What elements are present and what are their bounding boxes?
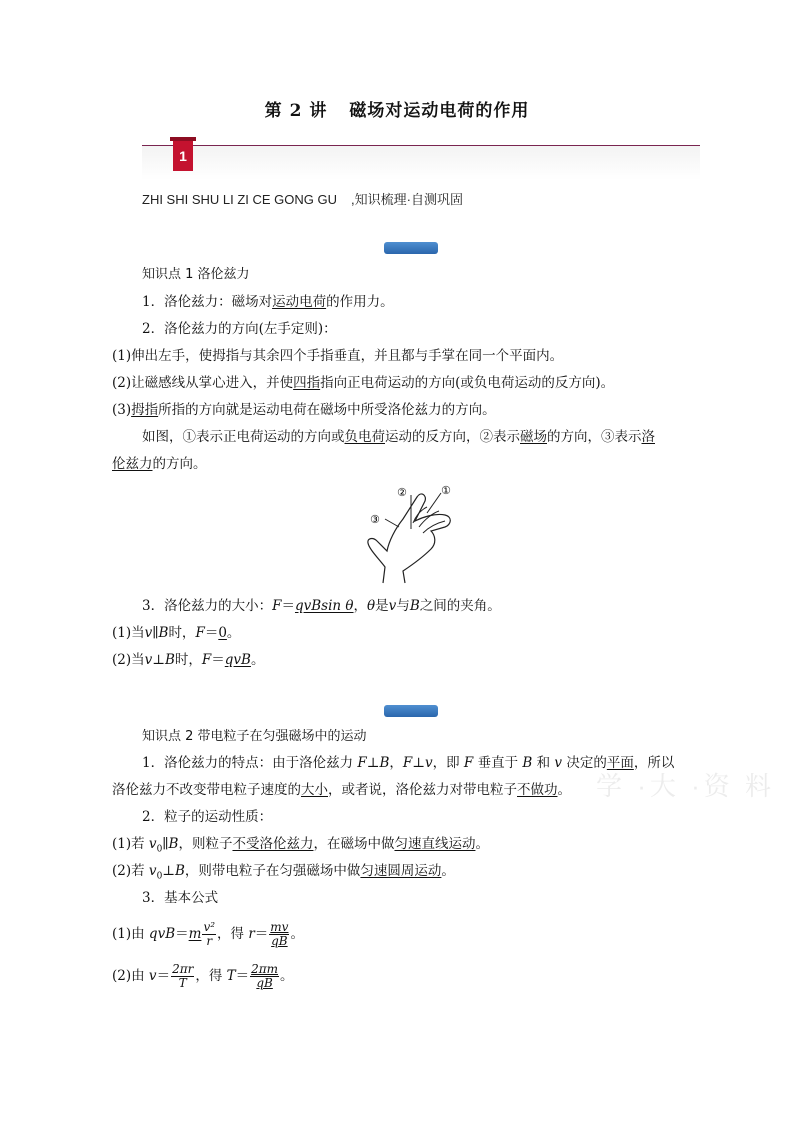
kp1-line-8: 3．洛伦兹力的大小：F＝qvBsin θ，θ是v与B之间的夹角。 (142, 598, 501, 614)
kp2-line-6: 3．基本公式 (142, 890, 219, 906)
fraction-2pim-over-qb: $\frac{2\pi m}{qB}$ (251, 962, 279, 990)
formula-period: (2)由 v＝ $\frac{2\pi r}{T}$ ，得 T＝ $\frac{2\pi m}{qB}$ 。 (112, 962, 294, 990)
fraction-v2-over-r: $\frac{\text{v²}}{r}$ (203, 920, 216, 948)
kp2-line-5: (2)若 $v_0\perp B$，则带电粒子在匀强磁场中做匀速圆周运动。 (112, 863, 455, 882)
kp1-line-2: 2．洛伦兹力的方向(左手定则)： (142, 321, 337, 337)
page-title (0, 96, 794, 121)
kp1-line-3: (1)伸出左手，使拇指与其余四个手指垂直，并且都与手掌在同一个平面内。 (112, 348, 564, 364)
section-banner-rule (142, 145, 700, 146)
force-pointer-line (385, 519, 399, 527)
kp1-heading: 知识点 1 洛伦兹力 (142, 267, 250, 282)
kp1-line-9: (1)当v∥B时，F＝0。 (112, 625, 241, 641)
kp2-line-1: 1．洛伦兹力的特点：由于洛伦兹力 F⊥B，F⊥v，即 F 垂直于 B 和 v 决定的平面，所以 (142, 755, 675, 771)
fraction-2pir-over-t: $\frac{2\pi r}{T}$ (172, 962, 194, 990)
kp1-line-7: 伦兹力的方向。 (112, 456, 207, 472)
section-banner-background (142, 146, 700, 180)
section-banner-caption (142, 189, 463, 208)
marker-2: ② (397, 486, 407, 499)
left-hand-rule-figure (365, 483, 465, 585)
velocity-pointer-line (427, 493, 441, 513)
section-number-badge: 1 (173, 137, 193, 171)
kp1-line-10: (2)当v⊥B时，F＝qvB。 (112, 652, 265, 668)
marker-3: ③ (370, 513, 380, 526)
section-label: ,知识梳理·自测巩固 (351, 192, 463, 207)
kp2-line-3: 2．粒子的运动性质： (142, 809, 273, 825)
lecture-topic: 磁场对运动电荷的作用 (349, 101, 530, 121)
marker-1: ① (441, 484, 451, 497)
knowledge-point-marker (384, 242, 438, 254)
kp1-line-6: 如图，①表示正电荷运动的方向或负电荷运动的反方向，②表示磁场的方向，③表示洛 (142, 429, 655, 445)
kp2-line-4: (1)若 $v_0\parallel B$，则粒子不受洛伦兹力，在磁场中做匀速直线运动。 (112, 836, 489, 855)
kp1-line-4: (2)让磁感线从掌心进入，并使四指指向正电荷运动的方向(或负电荷运动的反方向)。 (112, 375, 615, 391)
watermark: 学 ·大 ·资 料 (596, 771, 775, 801)
fraction-mv-over-qb: $\frac{mv}{qB}$ (270, 920, 289, 948)
kp1-line-1: 1．洛伦兹力：磁场对运动电荷的作用力。 (142, 294, 394, 310)
kp1-line-5: (3)拇指所指的方向就是运动电荷在磁场中所受洛伦兹力的方向。 (112, 402, 496, 418)
section-pinyin: ZHI SHI SHU LI ZI CE GONG GU (142, 192, 338, 207)
kp2-line-2: 洛伦兹力不改变带电粒子速度的大小，或者说，洛伦兹力对带电粒子不做功。 (112, 782, 571, 798)
knowledge-point-marker (384, 705, 438, 717)
lecture-number: 第 2 讲 (264, 101, 328, 121)
kp2-heading: 知识点 2 带电粒子在匀强磁场中的运动 (142, 729, 367, 744)
formula-radius: (1)由 qvB＝m $\frac{\text{v²}}{r}$ ，得 r＝ $\frac{mv}{qB}$ 。 (112, 920, 304, 948)
